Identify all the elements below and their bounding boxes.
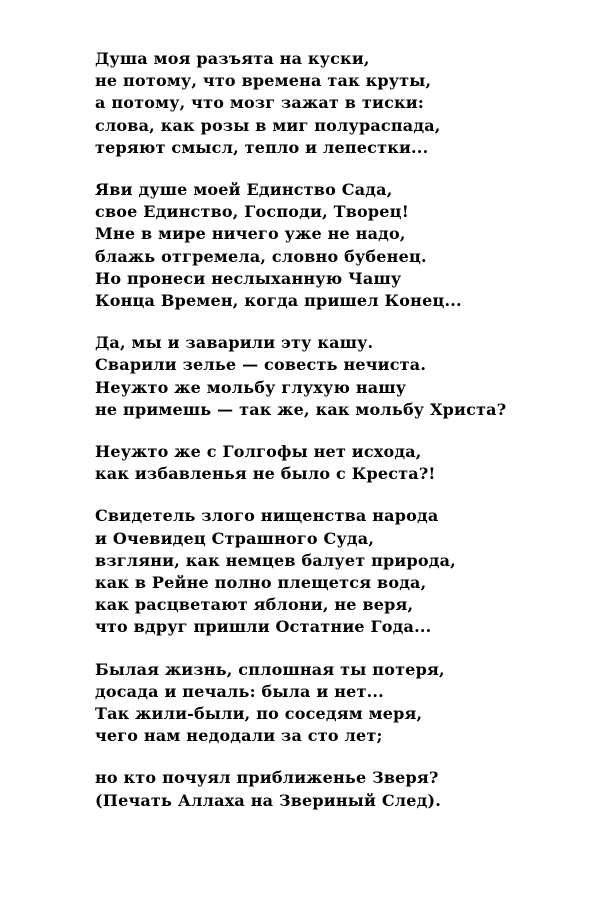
poem-line: слова, как розы в миг полураспада,	[95, 115, 441, 135]
poem-line: не потому, что времена так круты,	[95, 71, 432, 91]
poem-line: свое Единство, Господи, Творец!	[95, 202, 409, 222]
poem-text	[95, 48, 595, 812]
poem-line: Так жили-были, по соседям меря,	[95, 704, 423, 724]
stanza-1	[95, 48, 595, 159]
poem-line: Сварили зелье — совесть нечиста.	[95, 355, 427, 375]
poem-line: Да, мы и заварили эту кашу.	[95, 333, 374, 353]
stanza-5	[95, 505, 595, 638]
poem-line: чего нам недодали за сто лет;	[95, 726, 383, 746]
poem-line: как в Рейне полно плещется вода,	[95, 573, 427, 593]
poem-line: как избавленья не было с Креста?!	[95, 464, 436, 484]
stanza-3	[95, 332, 595, 421]
poem-line: Душа моя разъята на куски,	[95, 49, 370, 68]
poem-line: Но пронеси неслыханную Чашу	[95, 268, 402, 288]
poem-line: Былая жизнь, сплошная ты потеря,	[95, 659, 445, 679]
poem-line: блажь отгремела, словно бубенец.	[95, 246, 427, 266]
stanza-7	[95, 767, 595, 811]
poem-line: а потому, что мозг зажат в тиски:	[95, 93, 424, 113]
stanza-6	[95, 659, 595, 748]
poem-line: что вдруг пришли Остатние Года...	[95, 617, 432, 637]
poem-line: не примешь — так же, как мольбу Христа?	[95, 399, 507, 419]
poem-line: Конца Времен, когда пришел Конец...	[95, 291, 462, 311]
poem-line: (Печать Аллаха на Звериный След).	[95, 790, 442, 810]
poem-line: Яви душе моей Единство Сада,	[95, 180, 393, 200]
poem-line: Неужто же мольбу глухую нашу	[95, 377, 407, 397]
poem-line: Неужто же с Голгофы нет исхода,	[95, 442, 422, 462]
poem-line: Мне в мире ничего уже не надо,	[95, 224, 406, 244]
poem-line: досада и печаль: была и нет...	[95, 681, 384, 701]
poem-line: Свидетель злого нищенства народа	[95, 506, 439, 526]
poem-line: теряют смысл, тепло и лепестки...	[95, 137, 429, 157]
poem-line: и Очевидец Страшного Суда,	[95, 528, 375, 548]
stanza-4	[95, 441, 595, 485]
poem-line: как расцветают яблони, не веря,	[95, 595, 414, 615]
stanza-2	[95, 179, 595, 312]
poem-line: взгляни, как немцев балует природа,	[95, 550, 456, 570]
poem-line: но кто почуял приближенье Зверя?	[95, 768, 439, 788]
